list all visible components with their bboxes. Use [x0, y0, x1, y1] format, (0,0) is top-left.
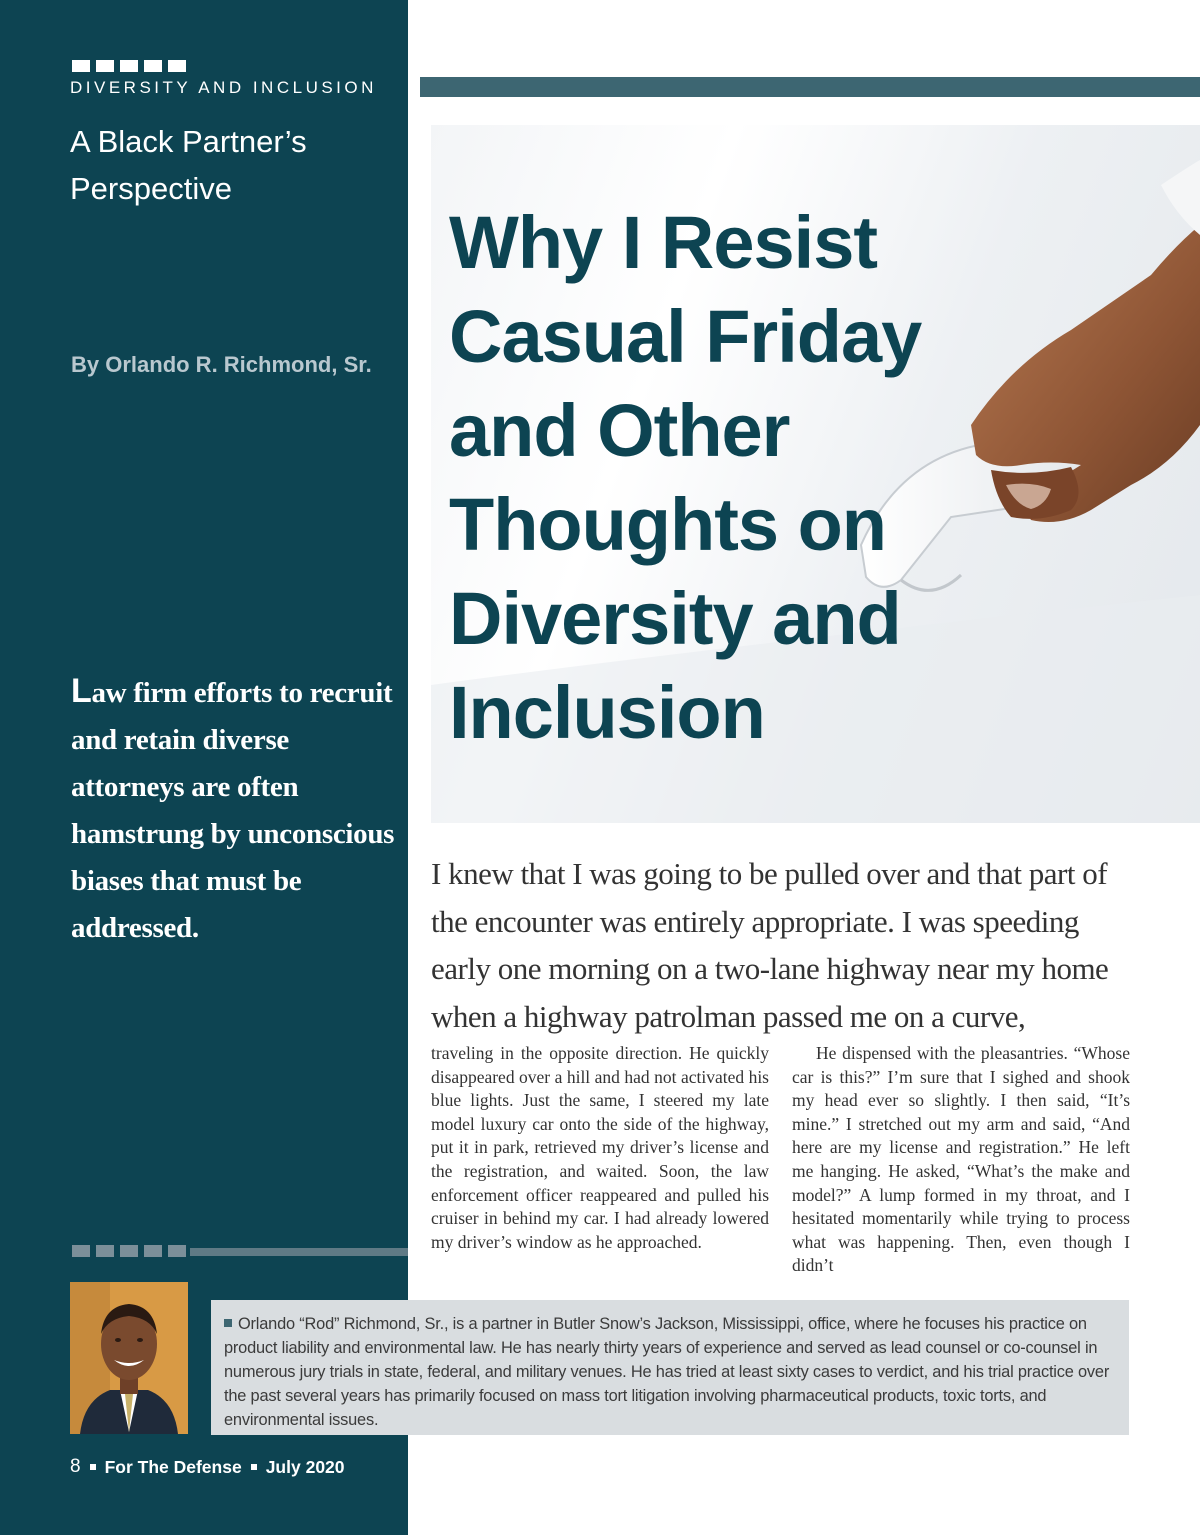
- author-bio: [224, 1312, 1115, 1432]
- footer-separator-icon: [251, 1464, 257, 1470]
- bio-rule: [190, 1248, 408, 1256]
- page-number: 8: [70, 1456, 81, 1477]
- section-rule: [420, 77, 1200, 97]
- body-column-right-text: He dispensed with the pleasantries. “Whose car is this?” I’m sure that I sighed and shook my head ever so slightly. I then said, “It’s mine.” I stretched out my arm and said, “And here are my license and registration.” He left me hanging. He asked, “What’s the make and model?” A lump formed in my throat, and I hesitated momentarily while trying to process what was happening. Then, even though I didn’t: [792, 1043, 1130, 1276]
- author-portrait-photo: [70, 1282, 188, 1434]
- bio-squares-ornament: [72, 1245, 186, 1257]
- article-kicker: A Black Partner’s Perspective: [70, 124, 307, 206]
- publication-name: For The Defense: [104, 1456, 242, 1477]
- article-deck: [71, 668, 401, 952]
- author-bio-box: [211, 1300, 1129, 1435]
- section-label: DIVERSITY AND INCLUSION: [70, 78, 377, 97]
- deck-text: aw firm efforts to recruit and retain diverse attorneys are often hamstrung by unconscious biases that must be addressed.: [71, 677, 395, 944]
- article-byline: By Orlando R. Richmond, Sr.: [71, 352, 372, 377]
- bio-bullet-icon: [224, 1319, 232, 1327]
- section-header: [70, 77, 1200, 97]
- body-column-left: traveling in the opposite direction. He quickly disappeared over a hill and had not activated his blue lights. Just the same, I steered my late model luxury car onto the side of the highway, put it in park, retrieved my driver’s license and the registration, and waited. Soon, the law enforcement officer reappeared and pulled his cruiser in behind my car. I had already lowered my driver’s window as he approached.: [431, 1043, 769, 1252]
- issue-date: July 2020: [265, 1456, 345, 1477]
- author-bio-text: Orlando “Rod” Richmond, Sr., is a partner in Butler Snow’s Jackson, Mississippi, office, where he focuses his practice on product liability and environmental law. He has nearly thirty years of experience and served as lead counsel or co-counsel in numerous jury trials in state, federal, and military venues. He has tried at least sixty cases to verdict, and his trial practice over the past several years has primarily focused on mass tort litigation involving pharmaceutical products, toxic torts, and environmental issues.: [224, 1315, 1110, 1429]
- article-headline: Why I Resist Casual Friday and Other Thoughts on Diversity and Inclusion: [449, 201, 922, 754]
- article-lede: I knew that I was going to be pulled over and that part of the encounter was entirely appropriate. I was speeding early one morning on a two-lane highway near my home when a highway patrolman passed me on a curve,: [431, 856, 1109, 1034]
- body-column-right: [792, 1042, 1130, 1278]
- footer-separator-icon: [90, 1464, 96, 1470]
- page-footer: [70, 1456, 345, 1478]
- deck-dropcap: L: [71, 672, 92, 710]
- section-squares-ornament: [72, 60, 186, 72]
